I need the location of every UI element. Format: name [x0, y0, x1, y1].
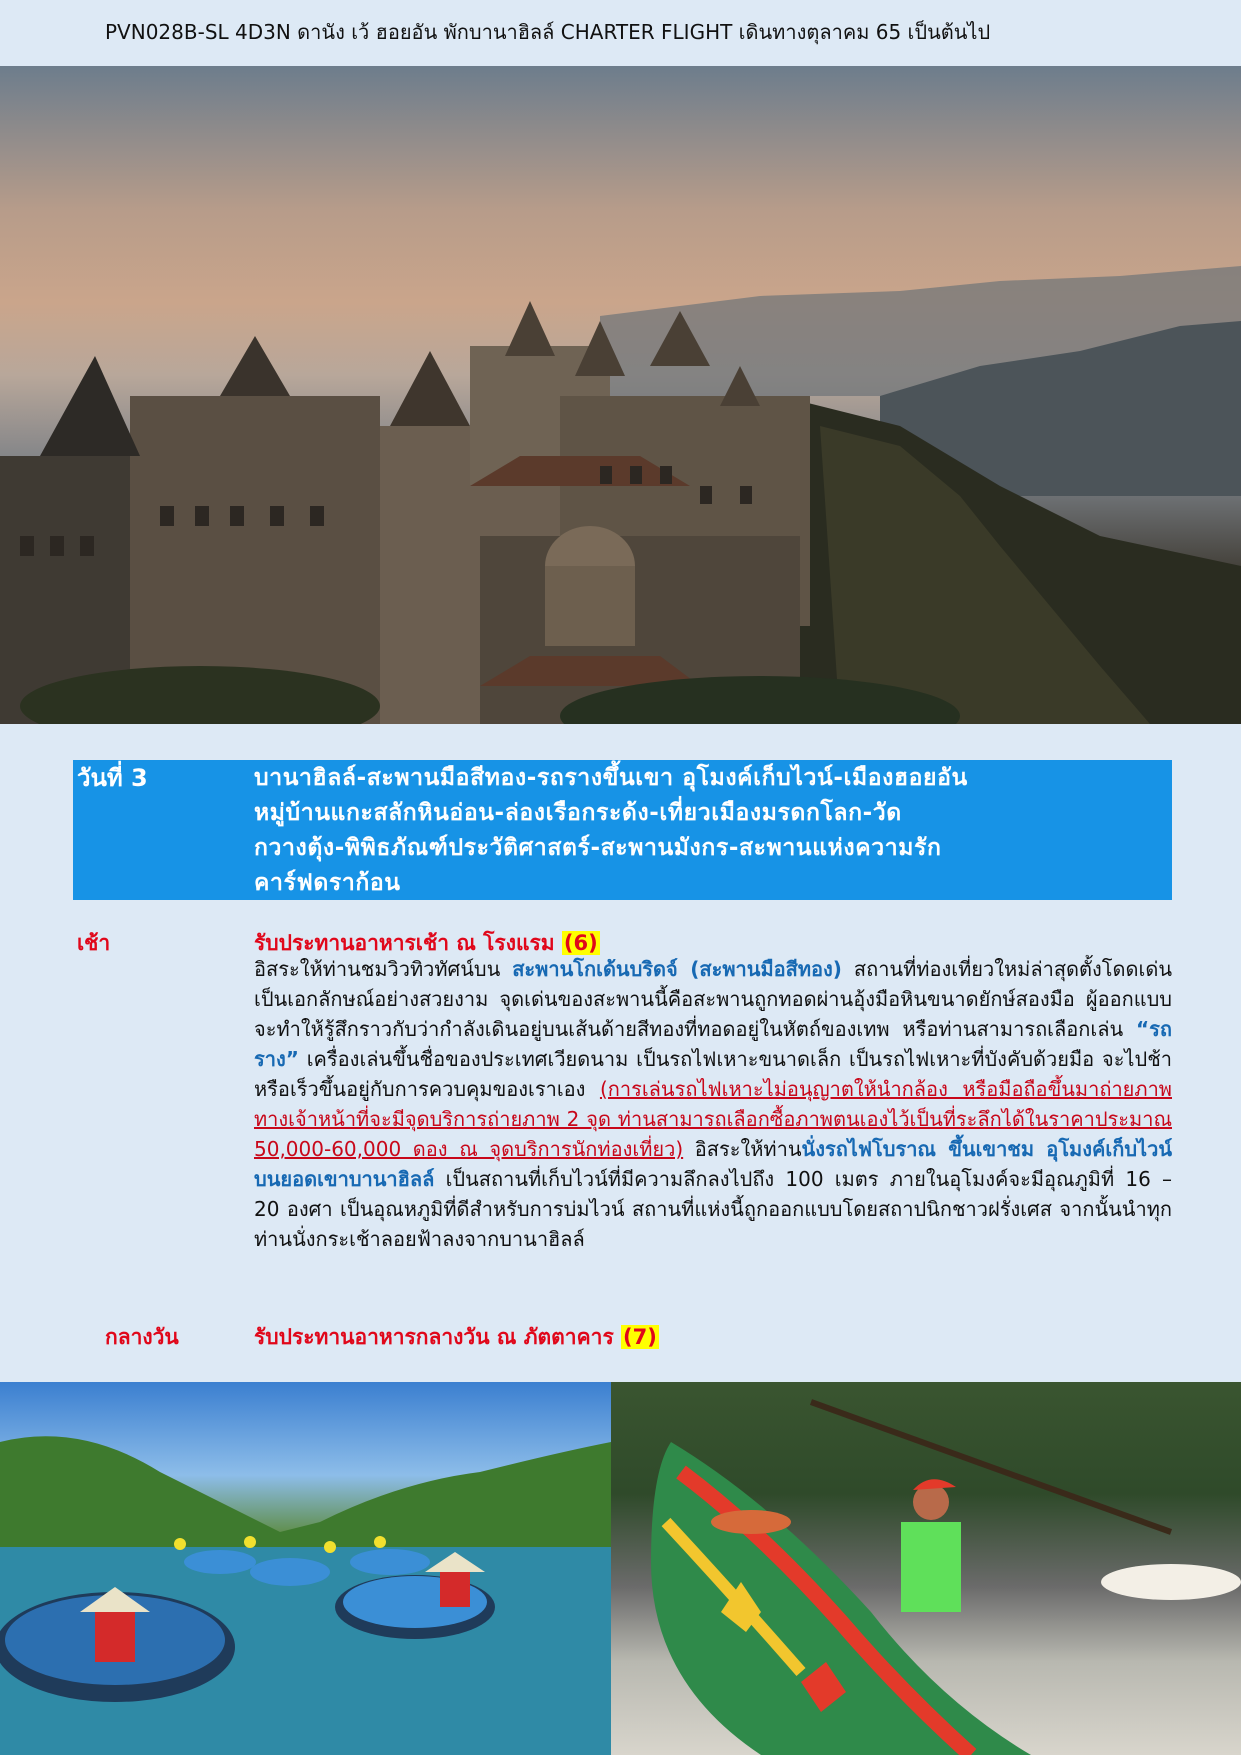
page-title: PVN028B-SL 4D3N ดานัง เว้ ฮอยอัน พักบานาฮิลล์ CHARTER FLIGHT เดินทางตุลาคม 65 เป็นต้นไป: [105, 20, 991, 44]
basket-boats-illustration: [0, 1382, 611, 1755]
day-title-line: บานาฮิลล์-สะพานมือสีทอง-รถรางขึ้นเขา อุโมงค์เก็บไวน์-เมืองฮอยอัน: [254, 764, 968, 791]
lunch-label: กลางวัน: [105, 1325, 179, 1349]
wine-cellar-highlight: นั่งรถไฟโบราณ ขึ้นเขาชม อุโมงค์เก็บไวน์ บนยอดเขาบานาฮิลล์: [254, 1137, 1172, 1191]
basket-boat-river-photo: [0, 1382, 611, 1755]
day-title-row: [73, 795, 1172, 830]
meal-number-badge: (6): [563, 931, 598, 955]
day-3-title-block: [73, 760, 1172, 900]
day-title-line: หมู่บ้านแกะสลักหินอ่อน-ล่องเรือกระด้ง-เที่ยวเมืองมรดกโลก-วัด: [254, 799, 902, 826]
lunch-text: [254, 1321, 659, 1354]
paragraph-text: อิสระให้ท่าน: [683, 1137, 802, 1161]
itinerary-paragraph: [254, 954, 1172, 1254]
day-title-row: [73, 830, 1172, 865]
lunch-description: รับประทานอาหารกลางวัน ณ ภัตตาคาร: [254, 1325, 614, 1349]
hero-photo-bana-hills-castle: [0, 66, 1241, 724]
paragraph-text: เครื่องเล่นขึ้นชื่อของประเทศเวียดนาม เป็นรถไฟเหาะขนาดเล็ก เป็นรถไฟเหาะที่บังคับด้วยมือ จะไปช้าหรือเร็วขึ้นอยู่กับการควบคุมของเราเอง: [254, 1047, 1172, 1101]
day-title-line: กวางตุ้ง-พิพิธภัณฑ์ประวัติศาสตร์-สะพานมังกร-สะพานแห่งความรัก: [254, 834, 942, 861]
golden-bridge-highlight: สะพานโกเด้นบริดจ์ (สะพานมือสีทอง): [512, 957, 842, 981]
alpine-coaster-highlight: “รถราง”: [254, 1017, 1172, 1071]
paragraph-text: อิสระให้ท่านชมวิวทิวทัศน์บน: [254, 957, 513, 981]
basket-boat-spinning-photo: [611, 1382, 1241, 1755]
breakfast-label: เช้า: [77, 931, 111, 955]
castle-landscape-illustration: [0, 66, 1241, 724]
day-title-row: [73, 865, 1172, 900]
paragraph-text: สถานที่ท่องเที่ยวใหม่ล่าสุดตั้งโดดเด่นเป็นเอกลักษณ์อย่างสวยงาม จุดเด่นของสะพานนี้คือสะพานถูกทอดผ่านอุ้งมือหินขนาดยักษ์สองมือ ผู้ออกแบบจะทำให้รู้สึกราวกับว่ากำลังเดินอยู่บนเส้นด้ายสีทองที่ทอดอยู่ในหัตถ์ของเทพ หรือท่านสามารถเลือกเล่น: [254, 957, 1172, 1041]
spinning-basket-boat-illustration: [611, 1382, 1241, 1755]
day-title-line: คาร์ฟดราก้อน: [254, 869, 401, 896]
meal-number-badge: (7): [623, 1325, 657, 1349]
breakfast-description: รับประทานอาหารเช้า ณ โรงแรม: [254, 931, 555, 955]
day-title-row: [73, 760, 1172, 795]
day-label: วันที่ 3: [77, 764, 148, 792]
camera-warning-note: (การเล่นรถไฟเหาะไม่อนุญาตให้นำกล้อง หรือมือถือขึ้นมาถ่ายภาพ ทางเจ้าหน้าที่จะมีจุดบริการถ่ายภาพ 2 จุด ท่านสามารถเลือกซื้อภาพตนเองไว้เป็นที่ระลึกได้ในราคาประมาณ 50,000-60,000 ดอง ณ จุดบริการนักท่องเที่ยว): [254, 1077, 1172, 1161]
paragraph-text: เป็นสถานที่เก็บไวน์ที่มีความลึกลงไปถึง 100 เมตร ภายในอุโมงค์จะมีอุณภูมิที่ 16 – 20 องศา เป็นอุณหภูมิที่ดีสำหรับการบ่มไวน์ สถานที่แห่งนี้ถูกออกแบบโดยสถาปนิกชาวฝรั่งเศส จากนั้นนำทุกท่านนั่งกระเช้าลอยฟ้าลงจากบานาฮิลล์: [254, 1167, 1172, 1251]
